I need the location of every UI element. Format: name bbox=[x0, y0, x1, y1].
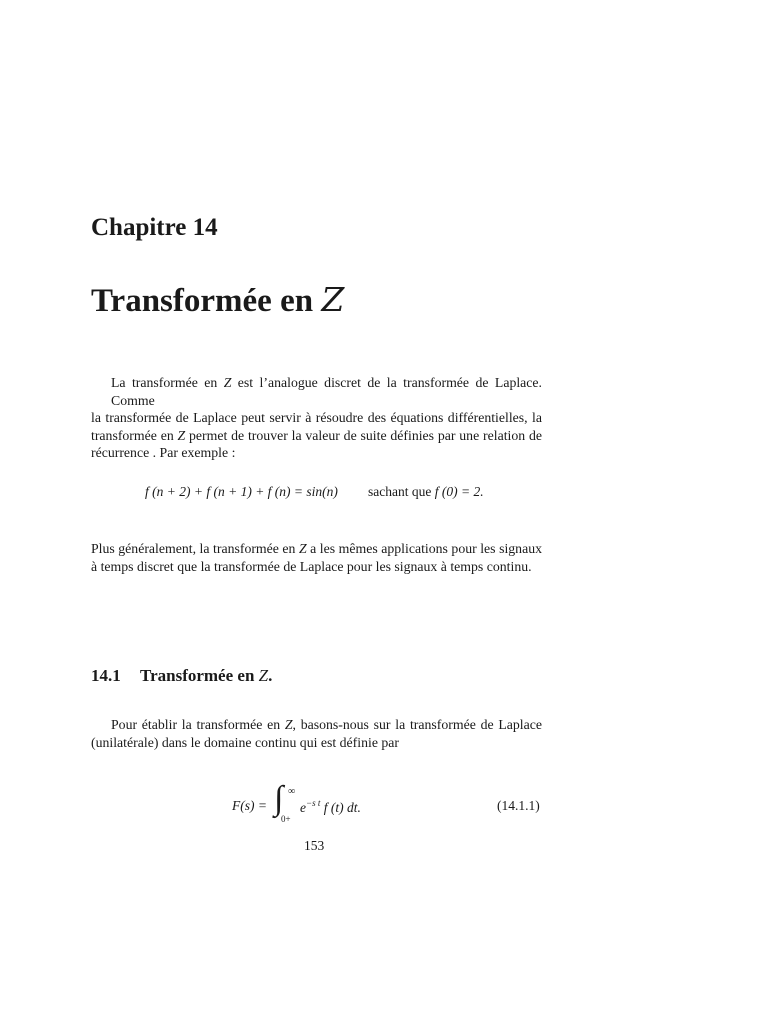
recurrence-equation: f (n + 2) + f (n + 1) + f (n) = sin(n) bbox=[145, 484, 338, 499]
section-heading bbox=[91, 666, 272, 686]
page-number: 153 bbox=[304, 838, 325, 853]
section-title-end: . bbox=[268, 666, 273, 685]
chapter-title-text: Transformée en bbox=[91, 283, 322, 319]
chapter-title-variable: Z bbox=[321, 280, 345, 319]
integral-lower-bound: 0+ bbox=[281, 814, 291, 824]
section-line-2: (unilatérale) dans le domaine continu qui est définie par bbox=[91, 734, 400, 750]
integral-upper-bound: ∞ bbox=[288, 786, 296, 797]
section-paragraph bbox=[91, 716, 542, 751]
condition-label: sachant que bbox=[368, 484, 435, 499]
intro-line-4: récurrence . Par exemple : bbox=[91, 445, 236, 461]
recurrence-condition bbox=[368, 484, 484, 500]
integrand: $e^{-s t}$ f (t) dt. bbox=[300, 798, 361, 815]
section-line-1: Pour établir la transformée en Z, basons-nous sur la transformée de Laplace bbox=[111, 717, 542, 732]
laplace-equation bbox=[232, 780, 392, 826]
chapter-label: Chapitre 14 bbox=[91, 214, 218, 241]
section-number: 14.1 bbox=[91, 666, 121, 685]
laplace-lhs: F(s) = bbox=[232, 798, 267, 813]
condition-value: f (0) = 2. bbox=[434, 484, 484, 499]
general-line-1: Plus généralement, la transformée en Z a les mêmes applications pour les signaux bbox=[91, 541, 542, 556]
equation-number: (14.1.1) bbox=[497, 798, 540, 813]
section-title-text: Transformée en bbox=[140, 666, 259, 685]
general-line-2: à temps discret que la transformée de Laplace pour les signaux à temps continu. bbox=[91, 558, 532, 574]
intro-line-2: la transformée de Laplace peut servir à résoudre des équations différentielles, la bbox=[91, 410, 542, 426]
section-title-variable: Z bbox=[258, 666, 269, 685]
intro-paragraph bbox=[91, 374, 542, 462]
intro-line-1: La transformée en Z est l’analogue discret de la transformée de Laplace. Comme bbox=[111, 375, 542, 408]
intro-line-3: transformée en Z permet de trouver la valeur de suite définies par une relation de bbox=[91, 427, 542, 443]
integral-sign: ∫ bbox=[274, 780, 284, 817]
chapter-title bbox=[91, 280, 344, 320]
general-paragraph bbox=[91, 540, 542, 575]
